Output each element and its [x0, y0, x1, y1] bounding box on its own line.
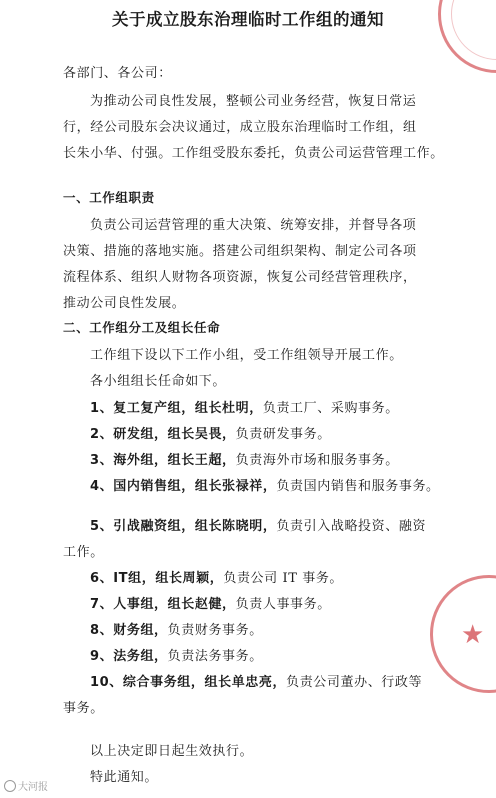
- group-item-3: 3、海外组，组长王超，负责海外市场和服务事务。: [90, 453, 399, 468]
- document-title: 关于成立股东治理临时工作组的通知: [112, 10, 384, 29]
- closing-line-2: 特此通知。: [90, 770, 159, 785]
- section1-line-4: 推动公司良性发展。: [63, 296, 186, 311]
- group-item-5: 5、引战融资组，组长陈晓明，负责引入战略投资、融资: [90, 519, 427, 534]
- intro-line-3: 长朱小华、付强。工作组受股东委托，负责公司运营管理工作。: [63, 146, 444, 161]
- group-item-1: 1、复工复产组，组长杜明，负责工厂、采购事务。: [90, 401, 399, 416]
- group-item-8: 8、财务组，负责财务事务。: [90, 623, 263, 638]
- seal-star-icon: ★: [461, 620, 485, 650]
- section1-line-2: 决策、措施的落地实施。搭建公司组织架构、制定公司各项: [63, 244, 417, 259]
- group-item-10-continued: 事务。: [63, 701, 104, 716]
- intro-line-1: 为推动公司良性发展，整顿公司业务经营，恢复日常运: [90, 94, 417, 109]
- section2-line-2: 各小组组长任命如下。: [90, 374, 227, 389]
- section1-line-3: 流程体系、组织人财物各项资源，恢复公司经营管理秩序，: [63, 270, 417, 285]
- group-item-2: 2、研发组，组长吴畏，负责研发事务。: [90, 427, 331, 442]
- watermark-logo-icon: [4, 780, 16, 792]
- section2-line-1: 工作组下设以下工作小组，受工作组领导开展工作。: [90, 348, 403, 363]
- section1-line-1: 负责公司运营管理的重大决策、统筹安排，并督导各项: [90, 218, 417, 233]
- intro-line-2: 行，经公司股东会决议通过，成立股东治理临时工作组，组: [63, 120, 417, 135]
- group-item-5-continued: 工作。: [63, 545, 104, 560]
- closing-line-1: 以上决定即日起生效执行。: [90, 744, 254, 759]
- salutation: 各部门、各公司：: [63, 66, 172, 81]
- section1-heading: 一、工作组职责: [63, 190, 155, 205]
- section2-heading: 二、工作组分工及组长任命: [63, 320, 221, 335]
- company-seal-bottom: [430, 575, 496, 693]
- watermark: 大河报: [4, 778, 48, 793]
- group-item-7: 7、人事组，组长赵健，负责人事事务。: [90, 597, 331, 612]
- group-item-4: 4、国内销售组，组长张禄祥，负责国内销售和服务事务。: [90, 479, 440, 494]
- group-item-6: 6、IT组，组长周颖，负责公司 IT 事务。: [90, 571, 344, 586]
- group-item-9: 9、法务组，负责法务事务。: [90, 649, 263, 664]
- group-item-10: 10、综合事务组，组长单忠亮，负责公司董办、行政等: [90, 675, 423, 690]
